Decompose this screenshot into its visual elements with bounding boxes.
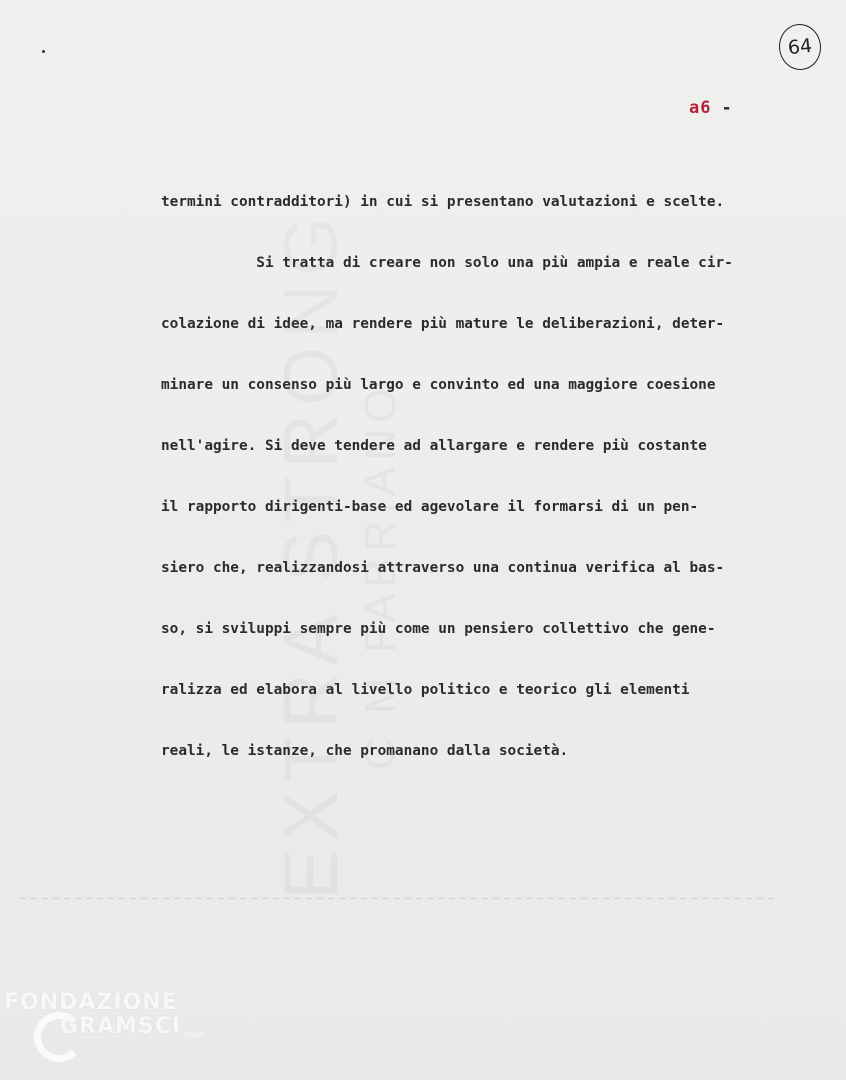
text-line: nell'agire. Si deve tendere ad allargare e rendere più costante [161,438,707,454]
text-line: termini contradditori) in cui si presentano valutazioni e scelte. [161,194,725,210]
text-line: siero che, realizzandosi attraverso una continua verifica al bas- [161,560,725,576]
fondazione-gramsci-logo [4,990,234,1080]
text-line: reali, le istanze, che promanano dalla società. [161,743,569,759]
logo-line-1: FONDAZIONE [4,990,178,1015]
typed-body-text [161,156,821,798]
folio-mark-text: a6 [689,98,712,118]
folio-mark [689,98,733,118]
circled-page-number [777,22,824,72]
text-line: colazione di idee, ma rendere più mature le deliberazioni, deter- [161,316,725,332]
text-line: il rapporto dirigenti-base ed agevolare il formarsi di un pen- [161,499,699,515]
logo-sub: onlus [184,1030,206,1039]
logo-line-2: GRAMSCI [60,1014,182,1039]
page-number-text: 64 [786,34,814,60]
text-line: minare un consenso più largo e convinto ed una maggiore coesione [161,377,716,393]
watermark-line-2: C M FABRIANO [356,382,405,770]
faint-bleed-line [20,898,780,899]
text-line: so, si sviluppi sempre più come un pensiero collettivo che gene- [161,621,716,637]
text-line: ralizza ed elabora al livello politico e teorico gli elementi [161,682,690,698]
ink-dot [42,50,45,53]
folio-dash: - [721,98,733,118]
watermark-line-1: EXTRA STRONG [269,208,354,900]
text-line: Si tratta di creare non solo una più ampia e reale cir- [161,255,733,271]
